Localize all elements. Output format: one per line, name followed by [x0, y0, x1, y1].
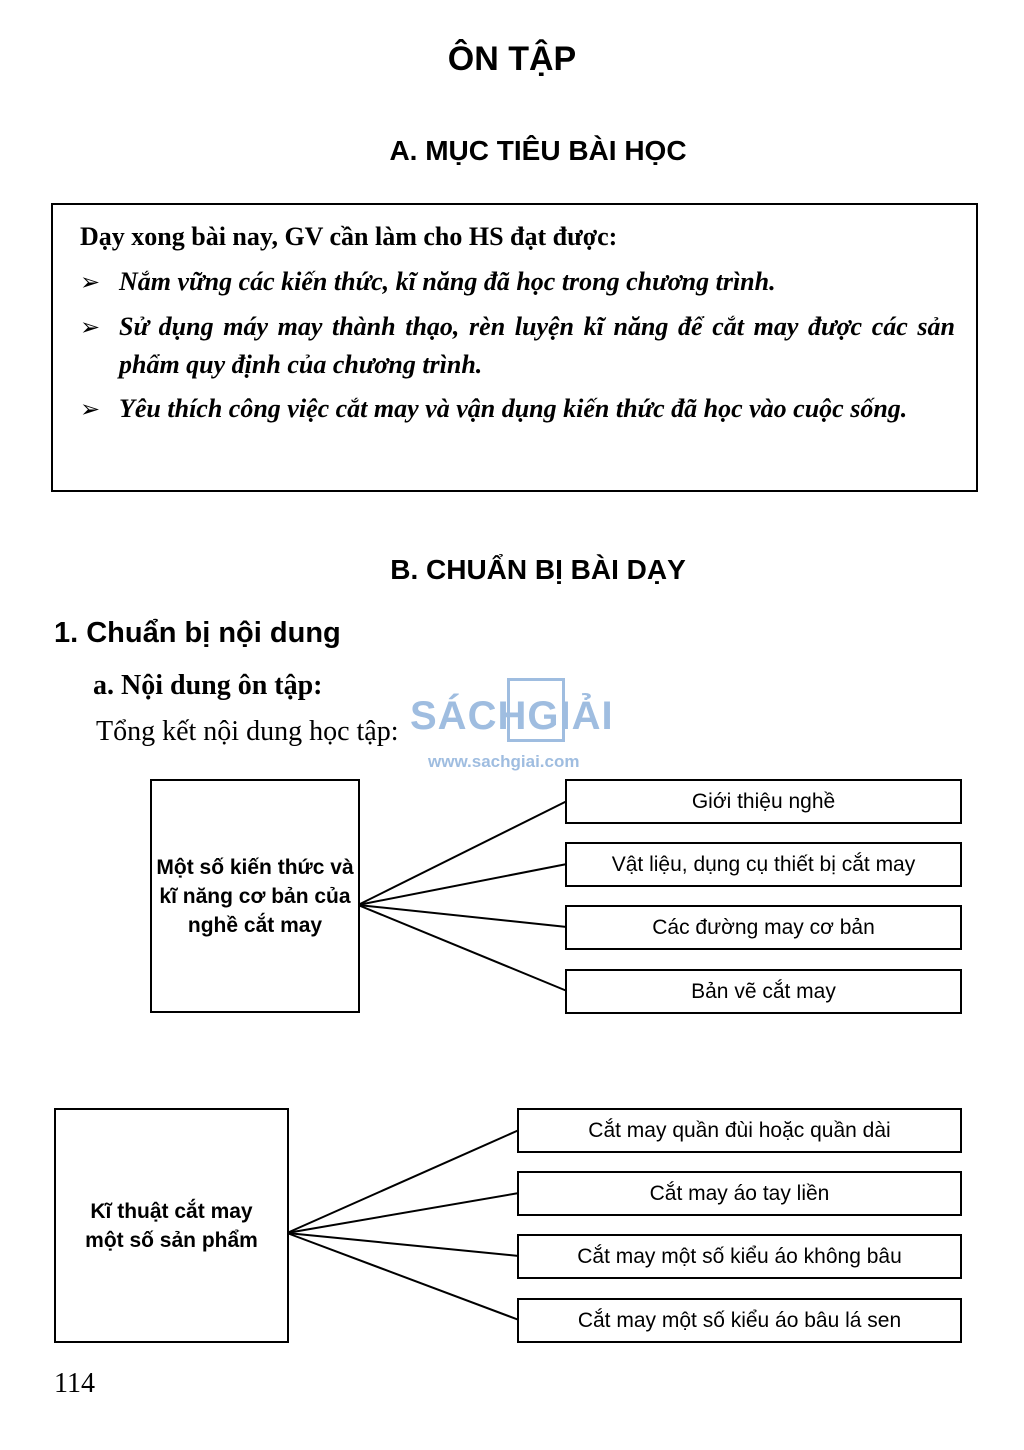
- arrow-bullet-icon: ➢: [80, 315, 101, 341]
- page-title: ÔN TẬP: [447, 40, 577, 78]
- arrow-bullet-icon: ➢: [80, 397, 101, 423]
- diagram2-node-label: Cắt may quần đùi hoặc quần dài: [588, 1118, 891, 1142]
- objective-item: Yêu thích công việc cắt may và vận dụng kiến thức đã học vào cuộc sống.: [119, 394, 908, 423]
- page-number: 114: [54, 1368, 95, 1399]
- diagram2-node-label: Cắt may một số kiểu áo không bâu: [577, 1244, 902, 1268]
- watermark-text-right: IẢI: [559, 694, 614, 738]
- diagram2-node: [517, 1171, 962, 1216]
- connector-line: [358, 905, 567, 927]
- diagram1-root: [150, 779, 360, 1013]
- diagram1-node-label: Bản vẽ cắt may: [691, 979, 836, 1003]
- diagram2-node-label: Cắt may một số kiểu áo bâu lá sen: [577, 1308, 902, 1332]
- connector-line: [358, 864, 567, 905]
- diagram1-node: [565, 905, 962, 950]
- diagram1-node: [565, 842, 962, 887]
- diagram2-node: [517, 1234, 962, 1279]
- watermark-letter: G: [527, 694, 560, 738]
- watermark-text-left: SÁCH: [410, 694, 528, 738]
- section-a-heading: A. MỤC TIÊU BÀI HỌC: [389, 135, 687, 166]
- diagram2-root-label: Kĩ thuật cắt may một số sản phẩm: [85, 1199, 258, 1252]
- objective-item: Nắm vững các kiến thức, kĩ năng đã học trong chương trình.: [119, 267, 776, 296]
- connector-line: [287, 1233, 519, 1320]
- diagram1-node-label: Các đường may cơ bản: [652, 915, 875, 939]
- diagram2-root: [54, 1108, 289, 1343]
- objectives-intro: Dạy xong bài nay, GV cần làm cho HS đạt được:: [80, 222, 618, 251]
- diagram2-node-label: Cắt may áo tay liền: [649, 1181, 830, 1205]
- objective-item: Sử dụng máy may thành thạo, rèn luyện kĩ năng để cắt may được các sản phẩm quy định của chương trình.: [119, 312, 955, 379]
- arrow-bullet-icon: ➢: [80, 270, 101, 296]
- connector-line: [358, 905, 567, 991]
- diagram1-root-label: Một số kiến thức và kĩ năng cơ bản của nghề cắt may: [156, 855, 354, 937]
- diagram1-node-label: Vật liệu, dụng cụ thiết bị cắt may: [611, 852, 916, 876]
- review-content-heading: a. Nội dung ôn tập:: [93, 670, 323, 701]
- diagram2-node: [517, 1108, 962, 1153]
- diagram1-node: [565, 969, 962, 1014]
- connector-line: [287, 1193, 519, 1233]
- connector-line: [287, 1130, 519, 1233]
- diagram1-node: [565, 779, 962, 824]
- connector-line: [287, 1233, 519, 1256]
- watermark-url: www.sachgiai.com: [428, 752, 580, 771]
- connector-line: [358, 801, 567, 905]
- diagram1-node-label: Giới thiệu nghề: [691, 789, 836, 813]
- content-heading: 1. Chuẩn bị nội dung: [54, 617, 341, 649]
- summary-paragraph: Tổng kết nội dung học tập:: [96, 716, 399, 747]
- diagram2-node: [517, 1298, 962, 1343]
- section-b-heading: B. CHUẨN BỊ BÀI DẠY: [390, 554, 686, 585]
